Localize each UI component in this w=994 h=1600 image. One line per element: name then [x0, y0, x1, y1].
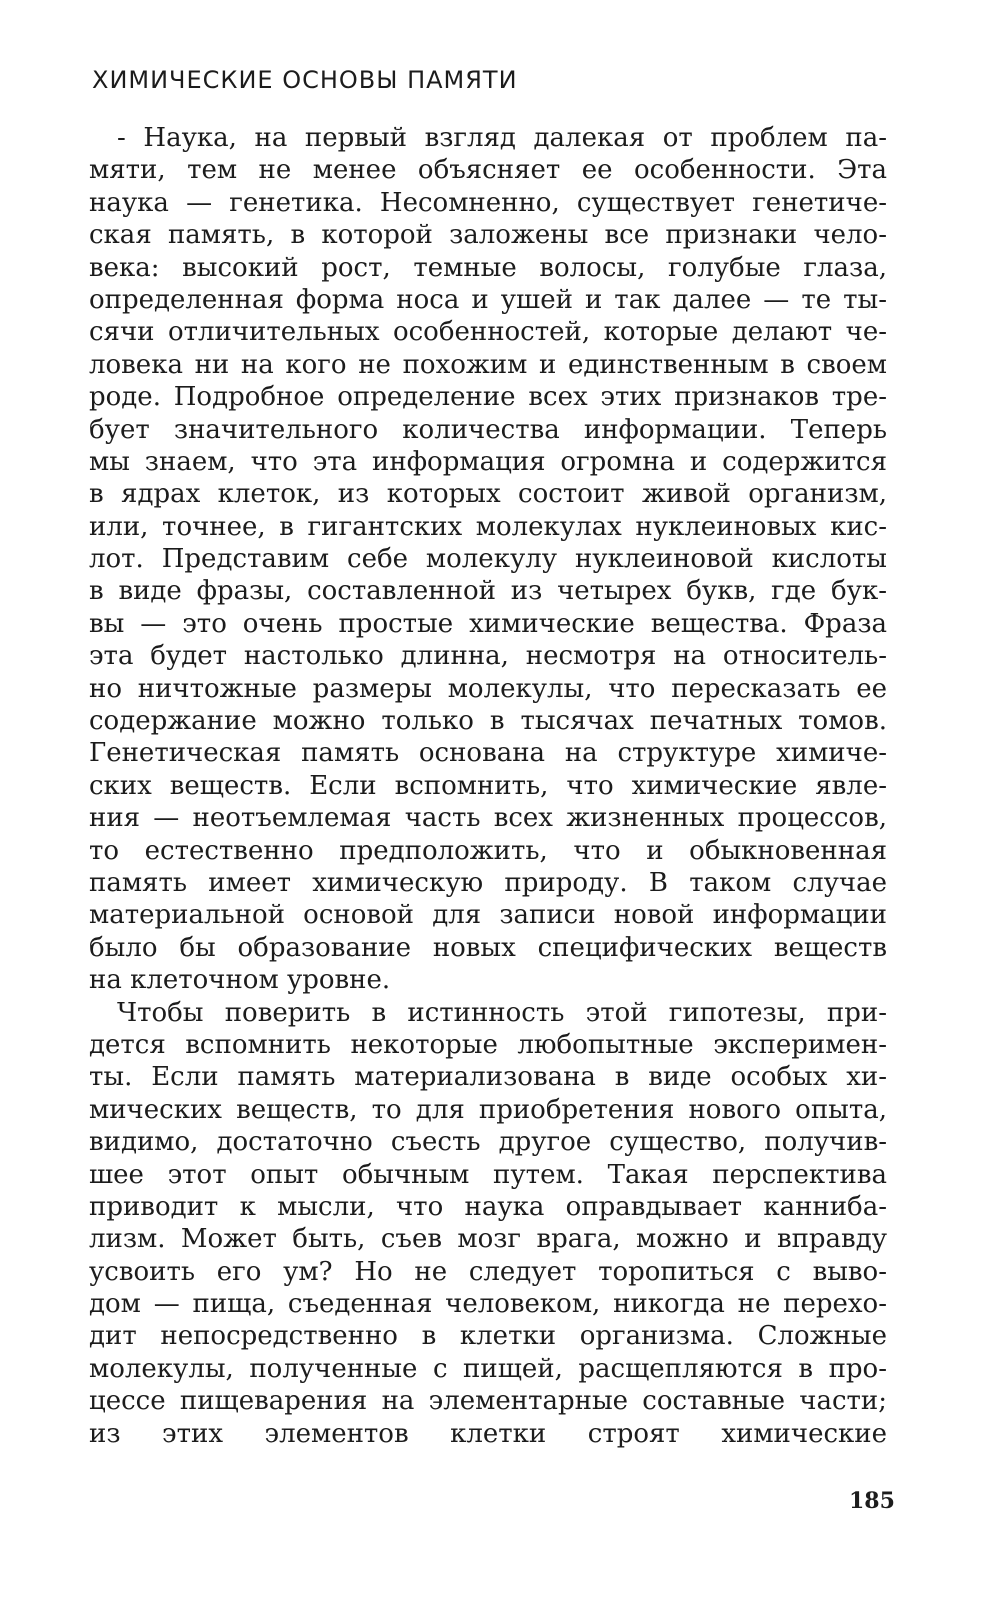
running-head: ХИМИЧЕСКИЕ ОСНОВЫ ПАМЯТИ: [92, 66, 518, 94]
text-line: цессе пищеварения на элементарные составные части;: [89, 1386, 887, 1417]
paragraph-2: [89, 997, 887, 1450]
text-line: ты. Если память материализована в виде особых хи-: [89, 1062, 887, 1093]
text-line: ская память, в которой заложены все признаки чело-: [89, 220, 887, 251]
text-line: дется вспомнить некоторые любопытные эксперимен-: [89, 1029, 887, 1060]
text-line: молекулы, полученные с пищей, расщепляются в про-: [89, 1353, 887, 1384]
text-line: из этих элементов клетки строят химические: [89, 1418, 887, 1449]
text-line: приводит к мысли, что наука оправдывает каннибa-: [89, 1191, 887, 1222]
text-line: - Наука, на первый взгляд далекая от проблем па-: [117, 123, 887, 153]
text-line: содержание можно только в тысячах печатных томов.: [89, 706, 887, 737]
text-line: ловека ни на кого не похожим и единственным в своем: [89, 349, 887, 380]
text-line: роде. Подробное определение всех этих признаков тре-: [89, 382, 887, 413]
text-line: шее этот опыт обычным путем. Такая перспектива: [89, 1159, 887, 1190]
text-line: наука — генетика. Несомненно, существует генетиче-: [89, 187, 887, 218]
text-line: видимо, достаточно съесть другое существо, получив-: [89, 1127, 887, 1158]
body-text: [89, 122, 887, 1450]
text-line: на клеточном уровне.: [89, 965, 391, 996]
text-line: мы знаем, что эта информация огромна и содержится: [89, 446, 887, 477]
text-line: усвоить его ум? Но не следует торопиться с выво-: [89, 1256, 887, 1287]
text-line: но ничтожные размеры молекулы, что пересказать ее: [89, 673, 887, 704]
text-line: эта будет настолько длинна, несмотря на относитель-: [89, 641, 887, 672]
text-line: мических веществ, то для приобретения нового опыта,: [89, 1094, 887, 1125]
text-line: ских веществ. Если вспомнить, что химические явле-: [89, 770, 887, 801]
text-line: материальной основой для записи новой информации: [89, 900, 887, 931]
text-line: Чтобы поверить в истинность этой гипотезы, при-: [117, 997, 887, 1028]
text-line: в ядрах клеток, из которых состоит живой организм,: [89, 479, 887, 510]
text-line: определенная форма носа и ушей и так далее — те ты-: [89, 284, 887, 315]
text-line: бует значительного количества информации. Теперь: [89, 414, 887, 445]
text-line: было бы образование новых специфических веществ: [89, 932, 887, 963]
text-line: память имеет химическую природу. В таком случае: [89, 867, 887, 898]
text-line: в виде фразы, составленной из четырех букв, где бук-: [89, 576, 887, 607]
text-line: дом — пища, съеденная человеком, никогда не перехо-: [89, 1289, 887, 1320]
text-line: ния — неотъемлемая часть всех жизненных процессов,: [89, 803, 887, 834]
paragraph-1: [89, 122, 887, 997]
text-line: дит непосредственно в клетки организма. Сложные: [89, 1321, 887, 1352]
text-line: Генетическая память основана на структуре химиче-: [89, 738, 887, 769]
text-line: лот. Представим себе молекулу нуклеиновой кислоты: [89, 544, 887, 575]
text-line: вы — это очень простые химические вещества. Фраза: [89, 608, 887, 639]
text-line: или, точнее, в гигантских молекулах нуклеиновых кис-: [89, 511, 887, 542]
text-line: то естественно предположить, что и обыкновенная: [89, 835, 887, 866]
page-number: 185: [849, 1488, 895, 1514]
text-line: века: высокий рост, темные волосы, голубые глаза,: [89, 252, 887, 283]
text-line: сячи отличительных особенностей, которые делают че-: [89, 317, 887, 348]
text-line: мяти, тем не менее объясняет ее особенности. Эта: [89, 155, 887, 186]
text-line: лизм. Может быть, съев мозг врага, можно и вправду: [89, 1224, 887, 1255]
